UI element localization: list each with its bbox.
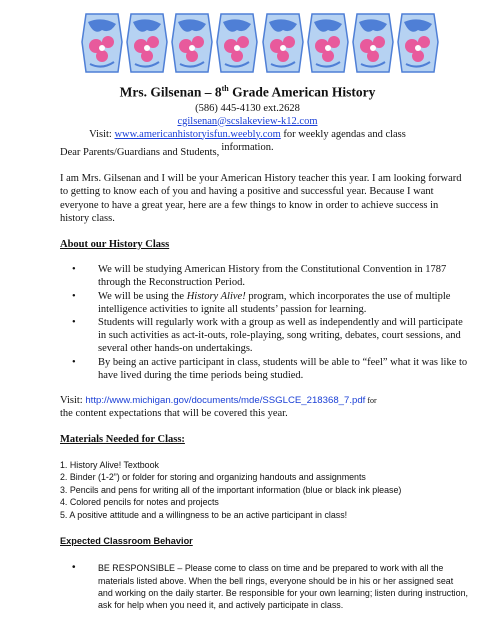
expectations-link[interactable]: http://www.michigan.gov/documents/mde/SSGLCE_218368_7.pdf [85, 395, 366, 407]
list-item: • We will be using the History Alive! program, which incorporates the use of multiple intelligence activities to ignite all students’ passion for learning. [70, 290, 470, 316]
flower-icon [261, 12, 305, 74]
list-item: • Students will regularly work with a group as well as independently and will participate in such activities as act-it-outs, role-playing, song writing, debates, court sessions, and several other hands-on undertakings. [70, 316, 470, 356]
header-banner [80, 12, 440, 74]
behavior-list [60, 562, 470, 611]
list-item: • By being an active participant in class, students will be able to “feel” what it was like to have lived during the time periods being studied. [70, 356, 470, 382]
document-header: Mrs. Gilsenan – 8th Grade American History (586) 445-4130 ext.2628 cgilsenan@scslakeview-k12.com Visit: www.americanhistoryisfun.weebly.com for weekly agendas and class information. [0, 80, 495, 154]
flower-icon [306, 12, 350, 74]
materials-list [60, 459, 470, 522]
about-heading: About our History Class [60, 239, 170, 251]
about-list [60, 263, 470, 382]
flower-icon [396, 12, 440, 74]
page-title: Mrs. Gilsenan – 8th Grade American History [119, 84, 376, 100]
content-expectations: Visit: http://www.michigan.gov/documents/mde/SSGLCE_218368_7.pdf for the content expectations that will be covered this year. [60, 395, 377, 420]
materials-heading: Materials Needed for Class: [60, 434, 185, 446]
list-item: 3. Pencils and pens for writing all of the important information (blue or black ink please) [60, 484, 402, 495]
website-link[interactable]: www.americanhistoryisfun.weebly.com [114, 128, 281, 140]
list-item: • We will be studying American History from the Constitutional Convention in 1787 through the Reconstruction Period. [70, 263, 470, 289]
flower-icon [125, 12, 169, 74]
list-item: 1. History Alive! Textbook [60, 459, 159, 470]
letter-body [60, 146, 470, 612]
greeting: Dear Parents/Guardians and Students, [60, 147, 220, 158]
list-item: 5. A positive attitude and a willingness to be an active participant in class! [60, 509, 348, 520]
website-line: Visit: www.americanhistoryisfun.weebly.com for weekly agendas and class [89, 128, 406, 140]
behavior-heading: Expected Classroom Behavior [60, 536, 193, 547]
flower-icon [170, 12, 214, 74]
list-item: • BE RESPONSIBLE – Please come to class on time and be prepared to work with all the materials listed above. When the bell rings, everyone should be in his or her assigned seat and working on the daily starter. Be responsible for your own learning; listen during instruction, ask for help when you need it, and actively participate in class. [70, 562, 470, 611]
email-link[interactable]: cgilsenan@scslakeview-k12.com [177, 115, 318, 127]
list-item: 2. Binder (1-2”) or folder for storing and organizing handouts and assignments [60, 472, 366, 483]
list-item: 4. Colored pencils for notes and projects [60, 497, 219, 508]
phone-number: (586) 445-4130 ext.2628 [195, 102, 300, 114]
flower-icon [215, 12, 259, 74]
flower-icon [351, 12, 395, 74]
intro-paragraph: I am Mrs. Gilsenan and I will be your American History teacher this year. I am looking forward to getting to know each of you and having a positive and successful year. Because I want everyone to have a great year, here are a few things to know in order to achieve success in history class. [60, 173, 462, 224]
flower-icon [80, 12, 124, 74]
